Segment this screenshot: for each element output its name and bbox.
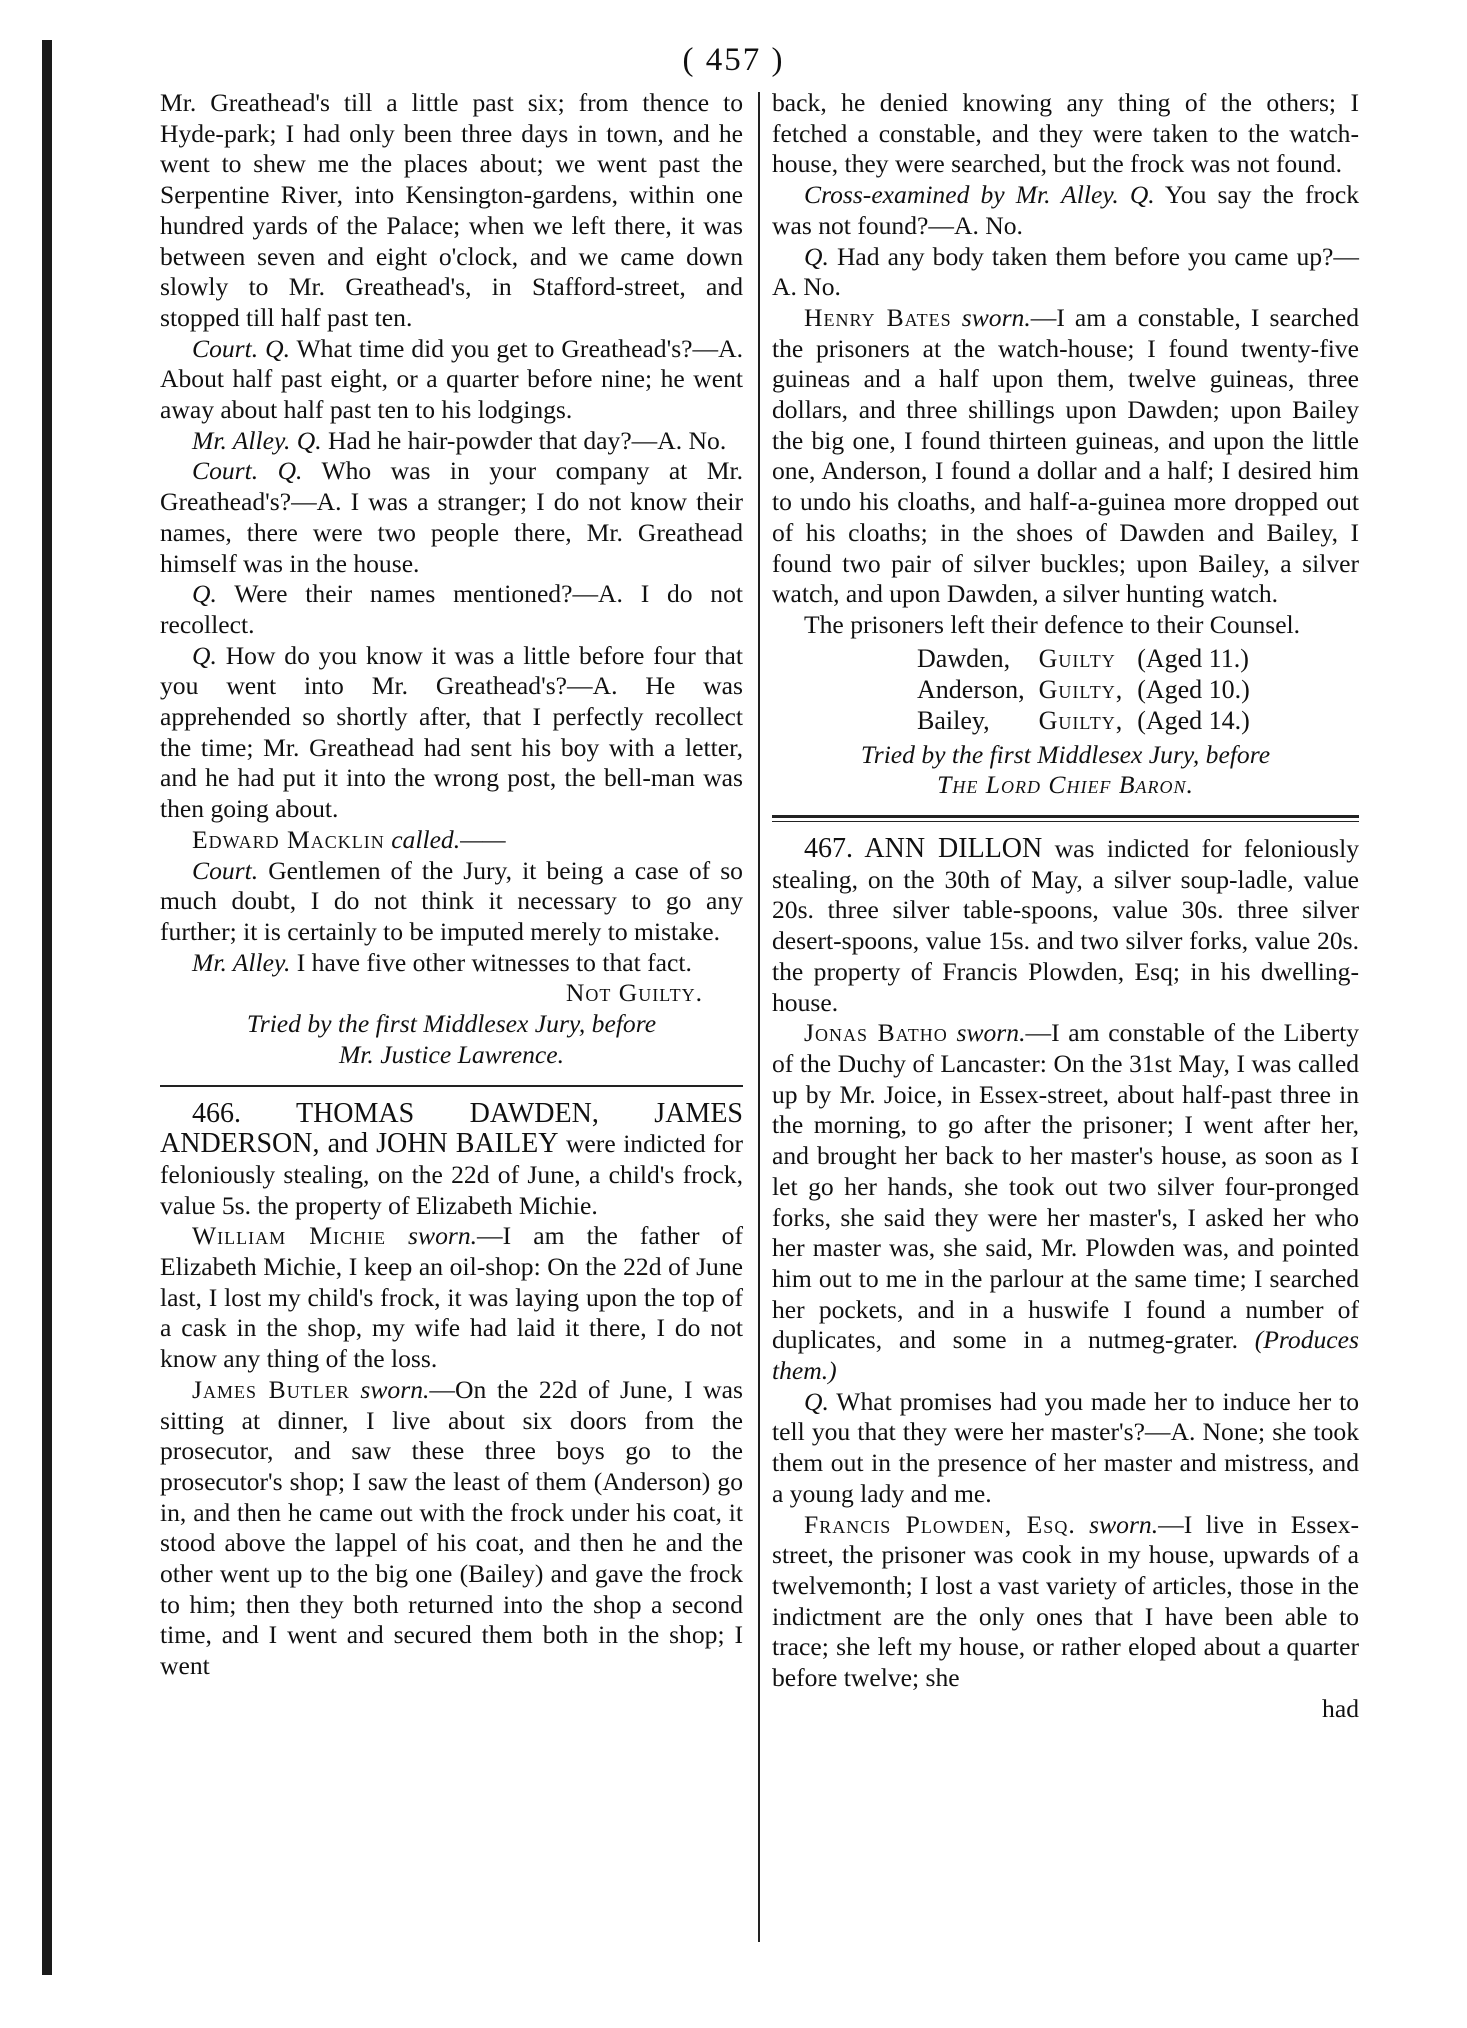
question-text: Were their names mentioned?—A. I do not recollect. bbox=[160, 579, 744, 639]
verdict-row bbox=[917, 643, 1264, 674]
sworn-label: sworn. bbox=[1089, 1509, 1159, 1539]
case-466-indictment bbox=[160, 1099, 743, 1222]
catchword: had bbox=[1322, 1693, 1359, 1723]
question-marker: Q. bbox=[804, 1386, 829, 1416]
defence-note: The prisoners left their defence to their Counsel. bbox=[804, 609, 1301, 639]
alley-statement bbox=[160, 948, 743, 979]
testimony-michie bbox=[160, 1221, 743, 1375]
testimony-text: —On the 22d of June, I was sitting at dinner, I live about six doors from the prosecutor, and saw these three boys go to the prosecutor's shop; I saw the least of them (Anderson) go in, and then he came out with the frock under his coat, it stood above the lappel of his coat, and then he and the other went up to the big one (Bailey) and gave the frock to him; then they both returned into the shop a second time, and I went and secured them both in the shop; I went bbox=[160, 1374, 743, 1681]
question-marker: Q. bbox=[296, 425, 322, 455]
cross-examination bbox=[772, 180, 1359, 241]
case-467-indictment bbox=[772, 834, 1359, 1018]
question-paragraph bbox=[772, 1387, 1359, 1510]
witness-name: William Michie bbox=[192, 1221, 386, 1251]
statement-text: I have five other witnesses to that fact. bbox=[296, 947, 692, 977]
page-number: ( 457 ) bbox=[682, 42, 785, 78]
verdict-value: Guilty, bbox=[1038, 674, 1124, 704]
tried-by-line: Tried by the first Middlesex Jury, before bbox=[860, 739, 1271, 769]
question-paragraph bbox=[160, 579, 743, 640]
continued-testimony: back, he denied knowing any thing of the others; I fetched a constable, and they were taken to the watch-house, they were searched, but the frock was not found. bbox=[772, 88, 1359, 179]
tried-by-line: Tried by the first Middlesex Jury, before bbox=[246, 1009, 657, 1039]
testimony-bates bbox=[772, 303, 1359, 610]
verdict-table bbox=[917, 643, 1264, 736]
case-text: were indicted for feloniously stealing, on the 22d of June, a child's frock, value 5s. the property of Elizabeth Michie. bbox=[160, 1129, 743, 1220]
page-edge-shadow bbox=[42, 40, 52, 1975]
prisoner-name: Anderson, bbox=[917, 674, 1025, 704]
speaker-label: Mr. Alley. bbox=[192, 947, 291, 977]
verdict-row bbox=[917, 705, 1264, 736]
section-divider bbox=[160, 1085, 743, 1087]
statement-text: Gentlemen of the Jury, it being a case of so much doubt, I do not think it necessary to go any further; it is certainly to be imputed merely to mistake. bbox=[160, 855, 743, 946]
question-paragraph bbox=[160, 641, 743, 825]
right-column bbox=[772, 88, 1359, 1724]
testimony-text: —I am constable of the Liberty of the Duchy of Lancaster: On the 31st May, I was called up by Mr. Joice, in Essex-street, about half-past three in the morning, to go after the prisoner; I went after her, and brought her back to her master's house, as soon as I let go her hands, she took out two silver four-pronged forks, she said they were her master's, I asked her who her master was, she said, Mr. Plowden was, and pointed him out to me in the parlour at the same time; I searched her pockets, and in a huswife I found a number of duplicates, and some in a nutmeg-grater. bbox=[772, 1018, 1359, 1355]
witness-called bbox=[160, 825, 743, 856]
witness-name: James Butler bbox=[192, 1374, 350, 1404]
sworn-label: sworn. bbox=[956, 1018, 1026, 1048]
question-marker: Q. bbox=[804, 241, 829, 271]
verdict-row bbox=[917, 674, 1264, 705]
question-text: You say the frock was not found?—A. No. bbox=[772, 180, 1360, 240]
prisoner-age: (Aged 11.) bbox=[1137, 643, 1249, 673]
court-question bbox=[160, 456, 743, 579]
testimony-batho bbox=[772, 1018, 1359, 1386]
witness-name: Edward Macklin bbox=[192, 824, 385, 854]
sworn-label: sworn. bbox=[408, 1221, 478, 1251]
speaker-label: Mr. Alley. bbox=[192, 425, 291, 455]
question-text: What time did you get to Greathead's?—A. About half past eight, or a quarter before nine; he went away about half past ten to his lodgings. bbox=[160, 333, 743, 425]
question-text: Had any body taken them before you came up?—A. No. bbox=[772, 241, 1359, 302]
question-marker: Q. bbox=[192, 640, 217, 670]
testimony-plowden bbox=[772, 1510, 1359, 1694]
question-marker: Q. bbox=[192, 579, 217, 609]
case-heading: 466. THOMAS DAWDEN, JAMES ANDERSON, and JOHN BAILEY bbox=[160, 1097, 743, 1160]
question-marker: Q. bbox=[1129, 180, 1155, 210]
prisoner-name: Bailey, bbox=[917, 705, 990, 735]
produces-note: (Produces them.) bbox=[772, 1325, 1359, 1386]
cross-label: Cross-examined by Mr. Alley. bbox=[804, 180, 1119, 210]
prisoner-age: (Aged 14.) bbox=[1137, 705, 1250, 735]
court-statement bbox=[160, 856, 743, 948]
witness-name: Jonas Batho bbox=[804, 1018, 948, 1048]
prisoner-age: (Aged 10.) bbox=[1137, 674, 1250, 704]
column-divider bbox=[758, 92, 760, 1942]
verdict: Not Guilty. bbox=[565, 978, 703, 1008]
testimony-text: —I am a constable, I searched the prisoners at the watch-house; I found twenty-five guineas and a half upon them, twelve guineas, three dollars, and three shillings upon Dawden; upon Bailey the big one, I found thirteen guineas, and upon the little one, Anderson, I found a dollar and a half; I desired him to undo his cloaths, and half-a-guinea more dropped out of his cloaths; in the shoes of Dawden and Bailey, I found two pair of silver buckles; upon Bailey, a silver watch, and upon Dawden, a silver hunting watch. bbox=[772, 302, 1359, 609]
witness-name: Francis Plowden, Esq. bbox=[804, 1509, 1076, 1539]
testimony-text: —I live in Essex-street, the prisoner was cook in my house, upwards of a twelvemonth; I lost a vast variety of articles, those in the indictment are the only ones that I have been able to trace; she left my house, or rather eloped about a quarter before twelve; she bbox=[772, 1509, 1359, 1693]
alley-question bbox=[160, 426, 743, 457]
speaker-label: Court. bbox=[192, 456, 259, 486]
left-column bbox=[160, 88, 743, 1682]
question-text: How do you know it was a little before four that you went into Mr. Greathead's?—A. He was apprehended so shortly after, that I perfectly recollect the time; Mr. Greathead had sent his boy with a letter, and he had put it into the wrong post, the bell-man was then going about. bbox=[160, 640, 744, 824]
sworn-label: sworn. bbox=[961, 302, 1031, 332]
case-text: was indicted for feloniously stealing, on the 30th of May, a silver soup-ladle, value 20s. three silver table-spoons, value 30s. three silver desert-spoons, value 15s. and two silver forks, value 20s. the property of Francis Plowden, Esq; in his dwelling-house. bbox=[772, 834, 1359, 1017]
case-heading: 467. ANN DILLON bbox=[804, 833, 1043, 865]
question-text: What promises had you made her to induce her to tell you that they were her master's?—A. None; she took them out in the presence of her master and mistress, and a young lady and me. bbox=[772, 1386, 1360, 1508]
judge-line: The Lord Chief Baron. bbox=[937, 770, 1194, 800]
question-text: Had he hair-powder that day?—A. No. bbox=[328, 425, 727, 455]
question-marker: Q. bbox=[277, 456, 303, 486]
question-marker: Q. bbox=[265, 333, 290, 363]
speaker-label: Court. bbox=[192, 855, 259, 885]
sworn-label: sworn. bbox=[360, 1374, 430, 1404]
witness-status: called.—— bbox=[391, 824, 506, 854]
verdict-value: Guilty bbox=[1038, 643, 1116, 673]
witness-name: Henry Bates bbox=[804, 302, 952, 332]
prisoner-name: Dawden, bbox=[917, 643, 1011, 673]
judge-line: Mr. Justice Lawrence. bbox=[338, 1039, 565, 1069]
testimony-text: —I am the father of Elizabeth Michie, I keep an oil-shop: On the 22d of June last, I lost my child's frock, it was laying upon the top of a cask in the shop, my wife had laid it there, I do not know any thing of the loss. bbox=[160, 1221, 743, 1374]
verdict-value: Guilty, bbox=[1038, 705, 1124, 735]
question-text: Who was in your company at Mr. Greathead's?—A. I was a stranger; I do not know their names, there were two people there, Mr. Greathead himself was in the house. bbox=[160, 456, 743, 578]
question-paragraph bbox=[772, 242, 1359, 303]
speaker-label: Court. bbox=[192, 333, 259, 363]
testimony-butler bbox=[160, 1375, 743, 1682]
section-divider bbox=[772, 815, 1359, 822]
court-question bbox=[160, 334, 743, 426]
continued-testimony: Mr. Greathead's till a little past six; from thence to Hyde-park; I had only been three days in town, and he went to shew me the places about; we went past the Serpentine River, into Kensington-gardens, within one hundred yards of the Palace; when we left there, it was between seven and eight o'clock, and we came down slowly to Mr. Greathead's, in Stafford-street, and stopped till half past ten. bbox=[160, 88, 743, 332]
